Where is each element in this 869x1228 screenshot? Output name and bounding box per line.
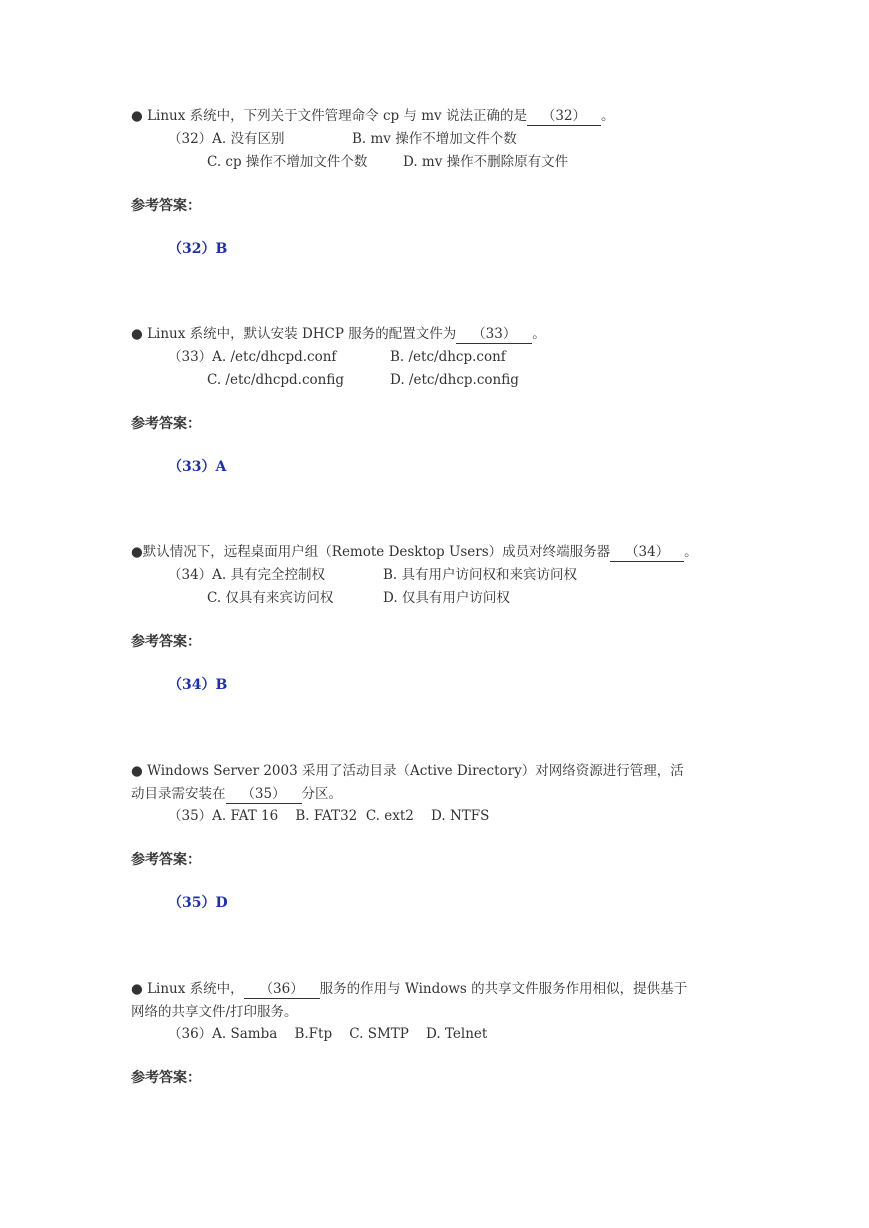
option-d: D. /etc/dhcp.config: [390, 372, 519, 388]
answer-33: （33）A: [168, 459, 227, 475]
answer-label: 参考答案：: [131, 416, 201, 432]
option-c: C. /etc/dhcpd.config: [207, 372, 345, 388]
question-text-end: 。: [600, 108, 615, 124]
answer-35: （35）D: [168, 895, 228, 911]
answer-34: （34）B: [168, 677, 228, 693]
question-32-options-1: [168, 129, 517, 149]
question-33-stem: [131, 324, 546, 344]
question-text-end: 服务的作用与 Windows 的共享文件服务作用相似，提供基于: [319, 981, 688, 997]
bullet: ●: [131, 544, 143, 560]
question-35-stem-line2: [131, 784, 342, 804]
answer-blank: （34）: [610, 544, 684, 562]
option-b: B. 具有用户访问权和来宾访问权: [383, 567, 578, 583]
question-text-end: 。: [684, 544, 698, 560]
question-text: 默认情况下，远程桌面用户组（Remote Desktop Users）成员对终端服务器: [142, 544, 611, 560]
bullet: ●: [131, 763, 143, 779]
question-33-options-1: [168, 347, 506, 367]
answer-blank: （35）: [226, 786, 302, 804]
bullet: ●: [131, 108, 143, 124]
option-a: （33）A. /etc/dhcpd.conf: [168, 349, 337, 365]
answer-32: （32）B: [168, 241, 228, 257]
option-c: C. 仅具有来宾访问权: [207, 590, 334, 606]
answer-label: 参考答案：: [131, 852, 201, 868]
question-33-options-2: [207, 370, 519, 390]
question-text-end: 分区。: [301, 786, 342, 802]
question-34-options-1: [168, 565, 577, 585]
question-text: Linux 系统中，: [142, 981, 244, 997]
option-a: （34）A. 具有完全控制权: [168, 567, 326, 583]
question-35-stem-line1: [131, 761, 684, 781]
answer-blank: （36）: [244, 981, 320, 999]
question-36-stem-line2: 网络的共享文件/打印服务。: [131, 1004, 298, 1020]
option-d: D. mv 操作不删除原有文件: [403, 154, 569, 170]
question-text-end: 。: [532, 326, 546, 342]
question-34-options-2: [207, 588, 510, 608]
question-text: Linux 系统中，默认安装 DHCP 服务的配置文件为: [142, 326, 457, 342]
question-text: Windows Server 2003 采用了活动目录（Active Directory）对网络资源进行管理，活: [142, 763, 684, 779]
bullet: ●: [131, 981, 143, 997]
question-34-stem: [131, 542, 698, 562]
option-b: B. mv 操作不增加文件个数: [352, 131, 517, 147]
question-text: 动目录需安装在: [131, 786, 226, 802]
option-a: （32）A. 没有区别: [168, 131, 285, 147]
bullet: ●: [131, 326, 143, 342]
option-b: B. /etc/dhcp.conf: [390, 349, 506, 365]
option-c: C. cp 操作不增加文件个数: [207, 154, 368, 170]
question-35-options: （35）A. FAT 16 B. FAT32 C. ext2 D. NTFS: [168, 808, 490, 824]
question-36-options: （36）A. Samba B.Ftp C. SMTP D. Telnet: [168, 1026, 488, 1042]
option-d: D. 仅具有用户访问权: [383, 590, 510, 606]
answer-label: 参考答案：: [131, 634, 201, 650]
question-32-options-2: [207, 152, 568, 172]
question-36-stem-line1: [131, 979, 687, 999]
question-text: Linux 系统中，下列关于文件管理命令 cp 与 mv 说法正确的是: [142, 108, 527, 124]
answer-blank: （32）: [527, 108, 601, 126]
answer-label: 参考答案：: [131, 198, 201, 214]
question-32-stem: [131, 106, 614, 126]
answer-blank: （33）: [456, 326, 532, 344]
answer-label: 参考答案：: [131, 1070, 201, 1086]
